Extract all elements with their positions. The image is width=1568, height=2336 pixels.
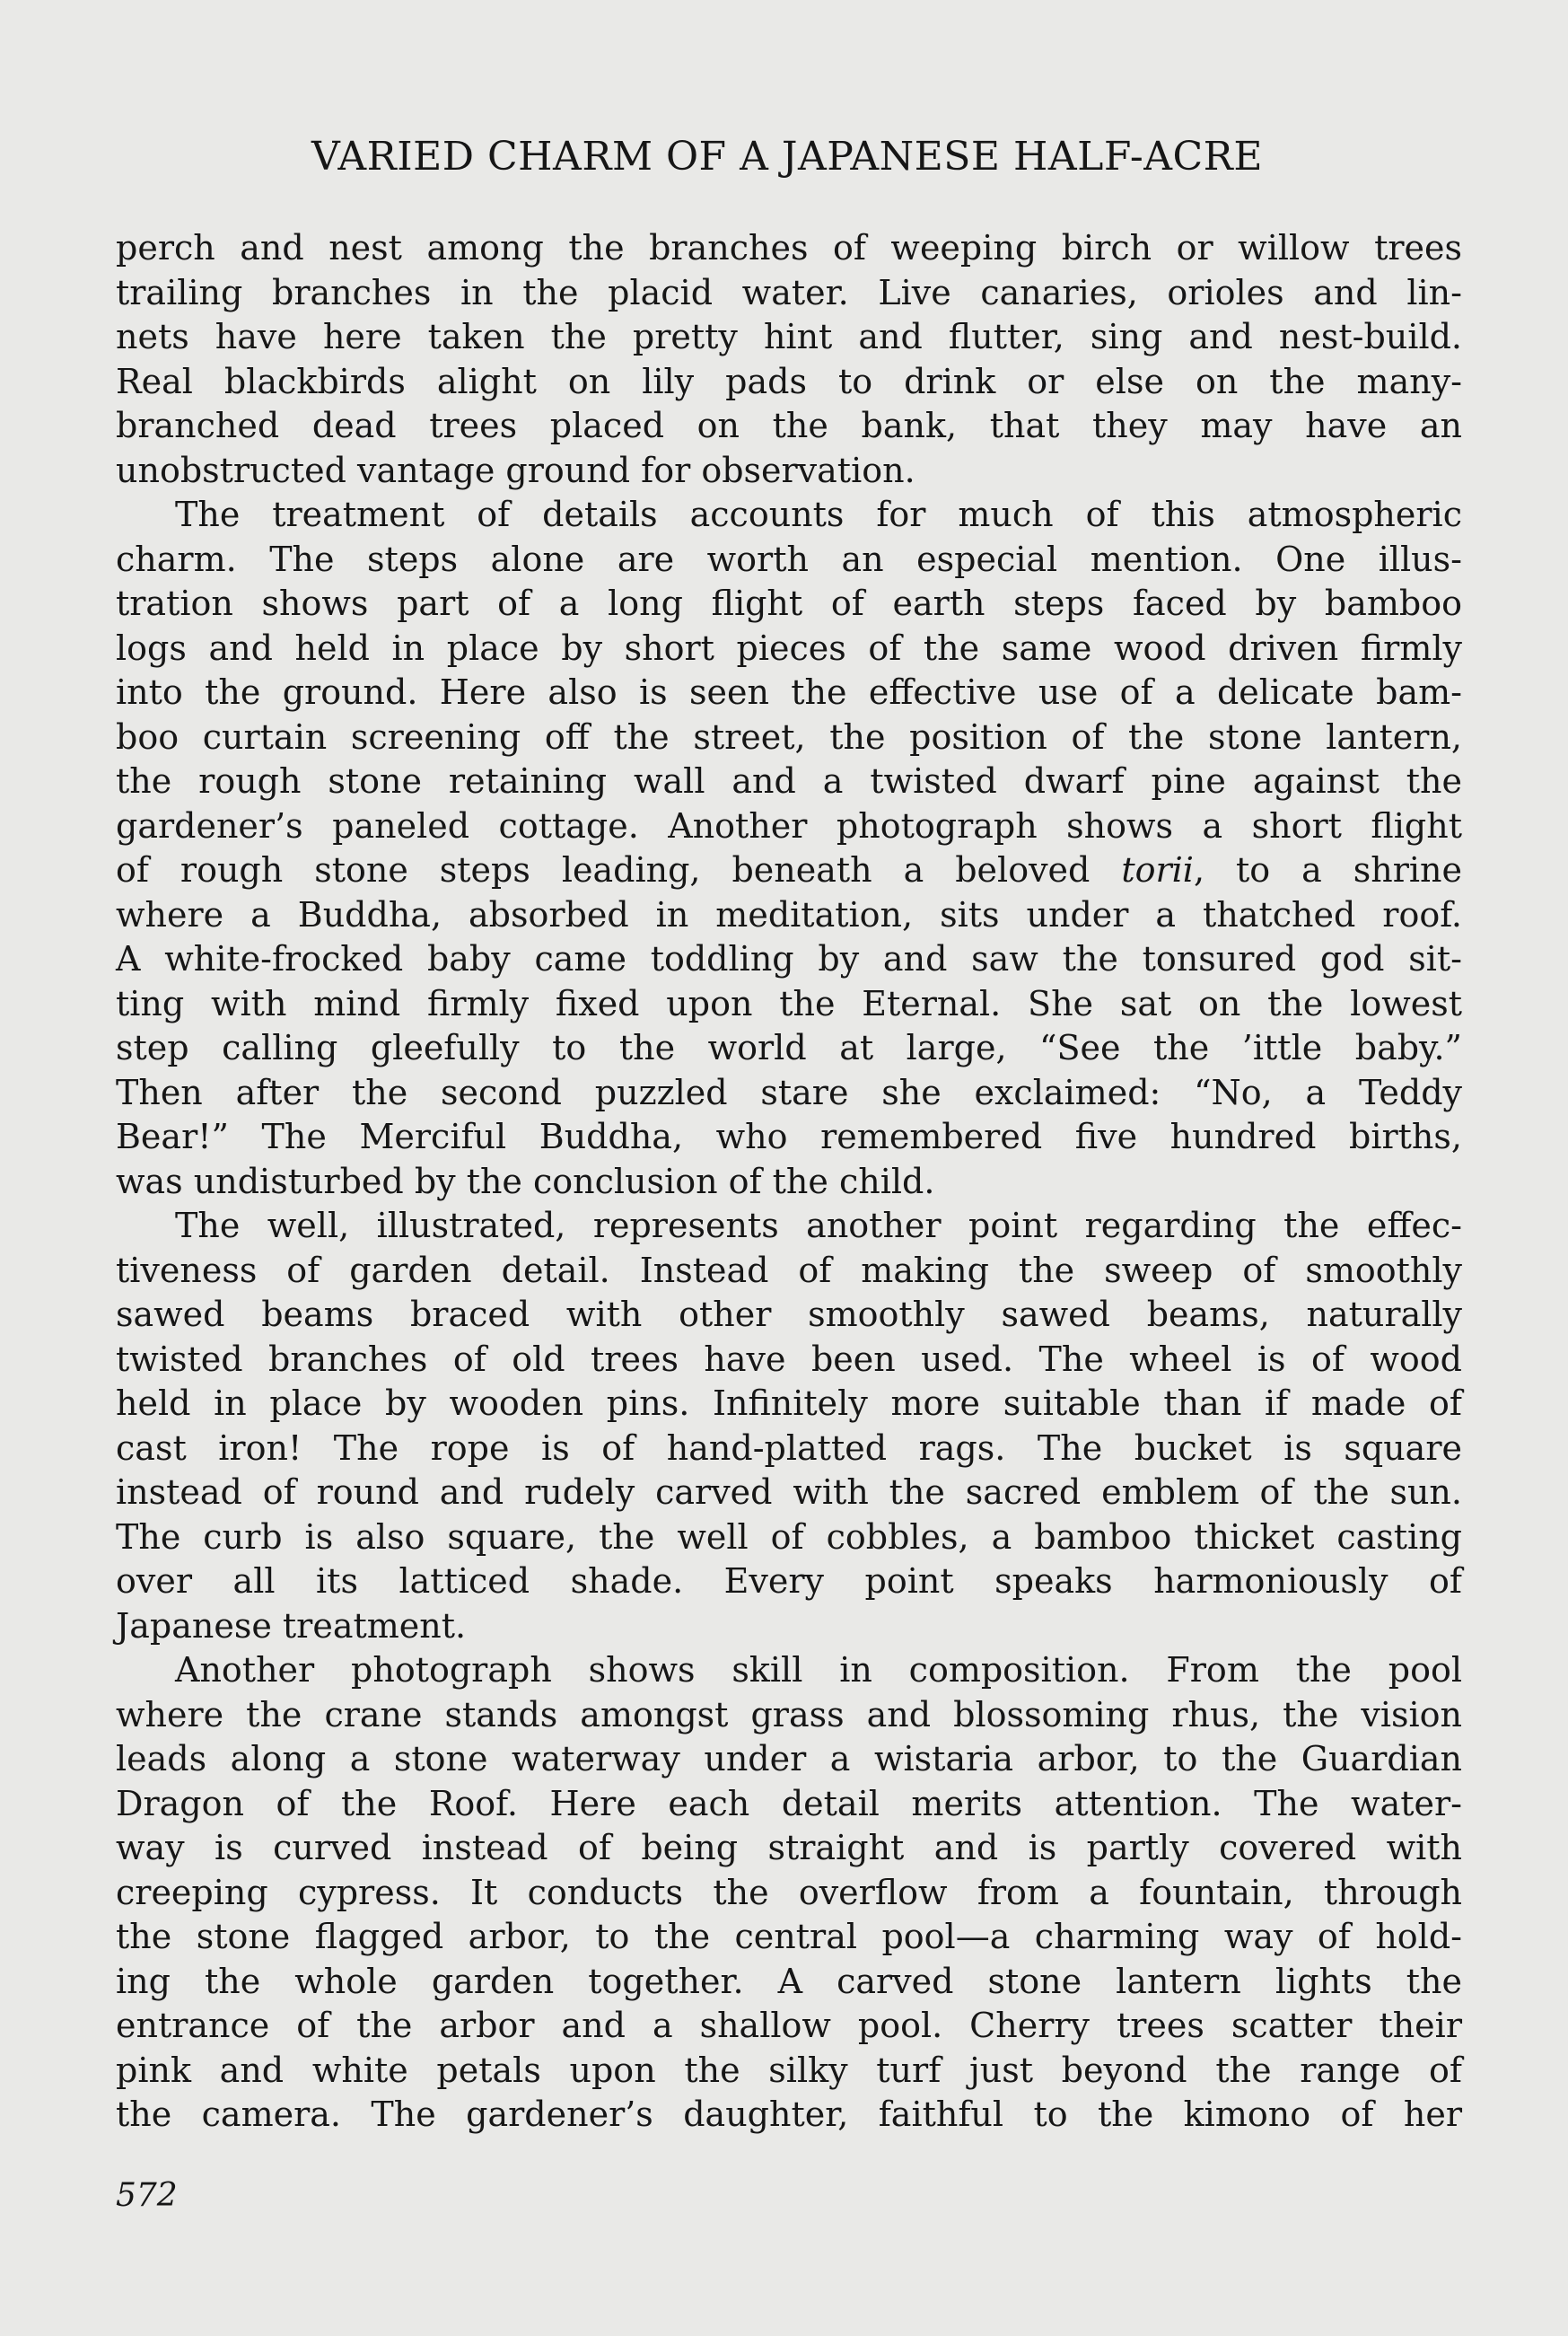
- text-line: where the crane stands amongst grass and blossoming rhus, the vision: [116, 1694, 1462, 1734]
- text-line: entrance of the arbor and a shallow pool. Cherry trees scatter their: [116, 2006, 1462, 2045]
- text-line: way is curved instead of being straight and is partly covered with: [116, 1828, 1462, 1867]
- text-line: The treatment of details accounts for much of this atmospheric: [175, 495, 1462, 534]
- running-head: VARIED CHARM OF A JAPANESE HALF-ACRE: [311, 134, 1263, 180]
- text-line: The well, illustrated, represents another point regarding the effec-: [175, 1206, 1462, 1245]
- text-line: step calling gleefully to the world at large, “See the ’ittle baby.”: [116, 1028, 1462, 1067]
- text-line: Then after the second puzzled stare she exclaimed: “No, a Teddy: [116, 1072, 1462, 1112]
- text-line: cast iron! The rope is of hand-platted rags. The bucket is square: [116, 1427, 1462, 1468]
- text-line: over all its latticed shade. Every point speaks harmoniously of: [116, 1561, 1462, 1601]
- text-line: ting with mind firmly fixed upon the Eternal. She sat on the lowest: [116, 983, 1462, 1023]
- text-line: Bear!” The Merciful Buddha, who remembered five hundred births,: [116, 1117, 1462, 1156]
- text-line: boo curtain screening off the street, the position of the stone lantern,: [116, 716, 1462, 757]
- text-line: trailing branches in the placid water. Live canaries, orioles and lin-: [116, 272, 1462, 312]
- text-line: unobstructed vantage ground for observation.: [116, 450, 915, 490]
- text-line: logs and held in place by short pieces of the same wood driven firmly: [116, 628, 1462, 668]
- text-line: the camera. The gardener’s daughter, faithful to the kimono of her: [116, 2094, 1462, 2134]
- text-line: charm. The steps alone are worth an especial mention. One illus-: [116, 539, 1462, 579]
- text-line: A white-frocked baby came toddling by and saw the tonsured god sit-: [116, 939, 1462, 979]
- text-line: into the ground. Here also is seen the effective use of a delicate bam-: [116, 672, 1462, 712]
- text-line: ing the whole garden together. A carved stone lantern lights the: [116, 1961, 1462, 2001]
- text-line: tration shows part of a long flight of earth steps faced by bamboo: [116, 584, 1462, 623]
- italic-word: torii: [1121, 850, 1194, 890]
- text-line: twisted branches of old trees have been used. The wheel is of wood: [116, 1339, 1462, 1379]
- text-line: sawed beams braced with other smoothly sawed beams, naturally: [116, 1295, 1462, 1334]
- page-number: 572: [116, 2177, 178, 2214]
- text-line: pink and white petals upon the silky turf just beyond the range of: [116, 2050, 1462, 2090]
- text-line: of rough stone steps leading, beneath a beloved torii, to a shrine: [116, 850, 1462, 890]
- text-line: the stone flagged arbor, to the central pool—a charming way of hold-: [116, 1917, 1462, 1956]
- text-line: tiveness of garden detail. Instead of making the sweep of smoothly: [116, 1250, 1462, 1290]
- text-line: nets have here taken the pretty hint and flutter, sing and nest-build.: [116, 317, 1462, 356]
- text-line: Japanese treatment.: [116, 1605, 467, 1646]
- text-line: Dragon of the Roof. Here each detail merits attention. The water-: [116, 1783, 1462, 1823]
- text-line: leads along a stone waterway under a wistaria arbor, to the Guardian: [116, 1739, 1462, 1778]
- body-text: [116, 226, 1462, 2138]
- text-line: The curb is also square, the well of cobbles, a bamboo thicket casting: [116, 1516, 1462, 1557]
- text-line: where a Buddha, absorbed in meditation, sits under a thatched roof.: [116, 894, 1462, 935]
- text-line: perch and nest among the branches of weeping birch or willow trees: [116, 228, 1462, 268]
- text-line: was undisturbed by the conclusion of the child.: [116, 1161, 935, 1201]
- text-line: creeping cypress. It conducts the overflow from a fountain, through: [116, 1872, 1462, 1912]
- text-line: Another photograph shows skill in composition. From the pool: [175, 1650, 1462, 1690]
- text-line: the rough stone retaining wall and a twisted dwarf pine against the: [116, 761, 1462, 801]
- text-line: instead of round and rudely carved with the sacred emblem of the sun.: [116, 1472, 1462, 1512]
- text-line: held in place by wooden pins. Infinitely more suitable than if made of: [116, 1383, 1462, 1423]
- text-line: gardener’s paneled cottage. Another photograph shows a short flight: [116, 805, 1462, 846]
- text-line: Real blackbirds alight on lily pads to drink or else on the many-: [116, 361, 1462, 401]
- text-line: branched dead trees placed on the bank, that they may have an: [116, 406, 1462, 445]
